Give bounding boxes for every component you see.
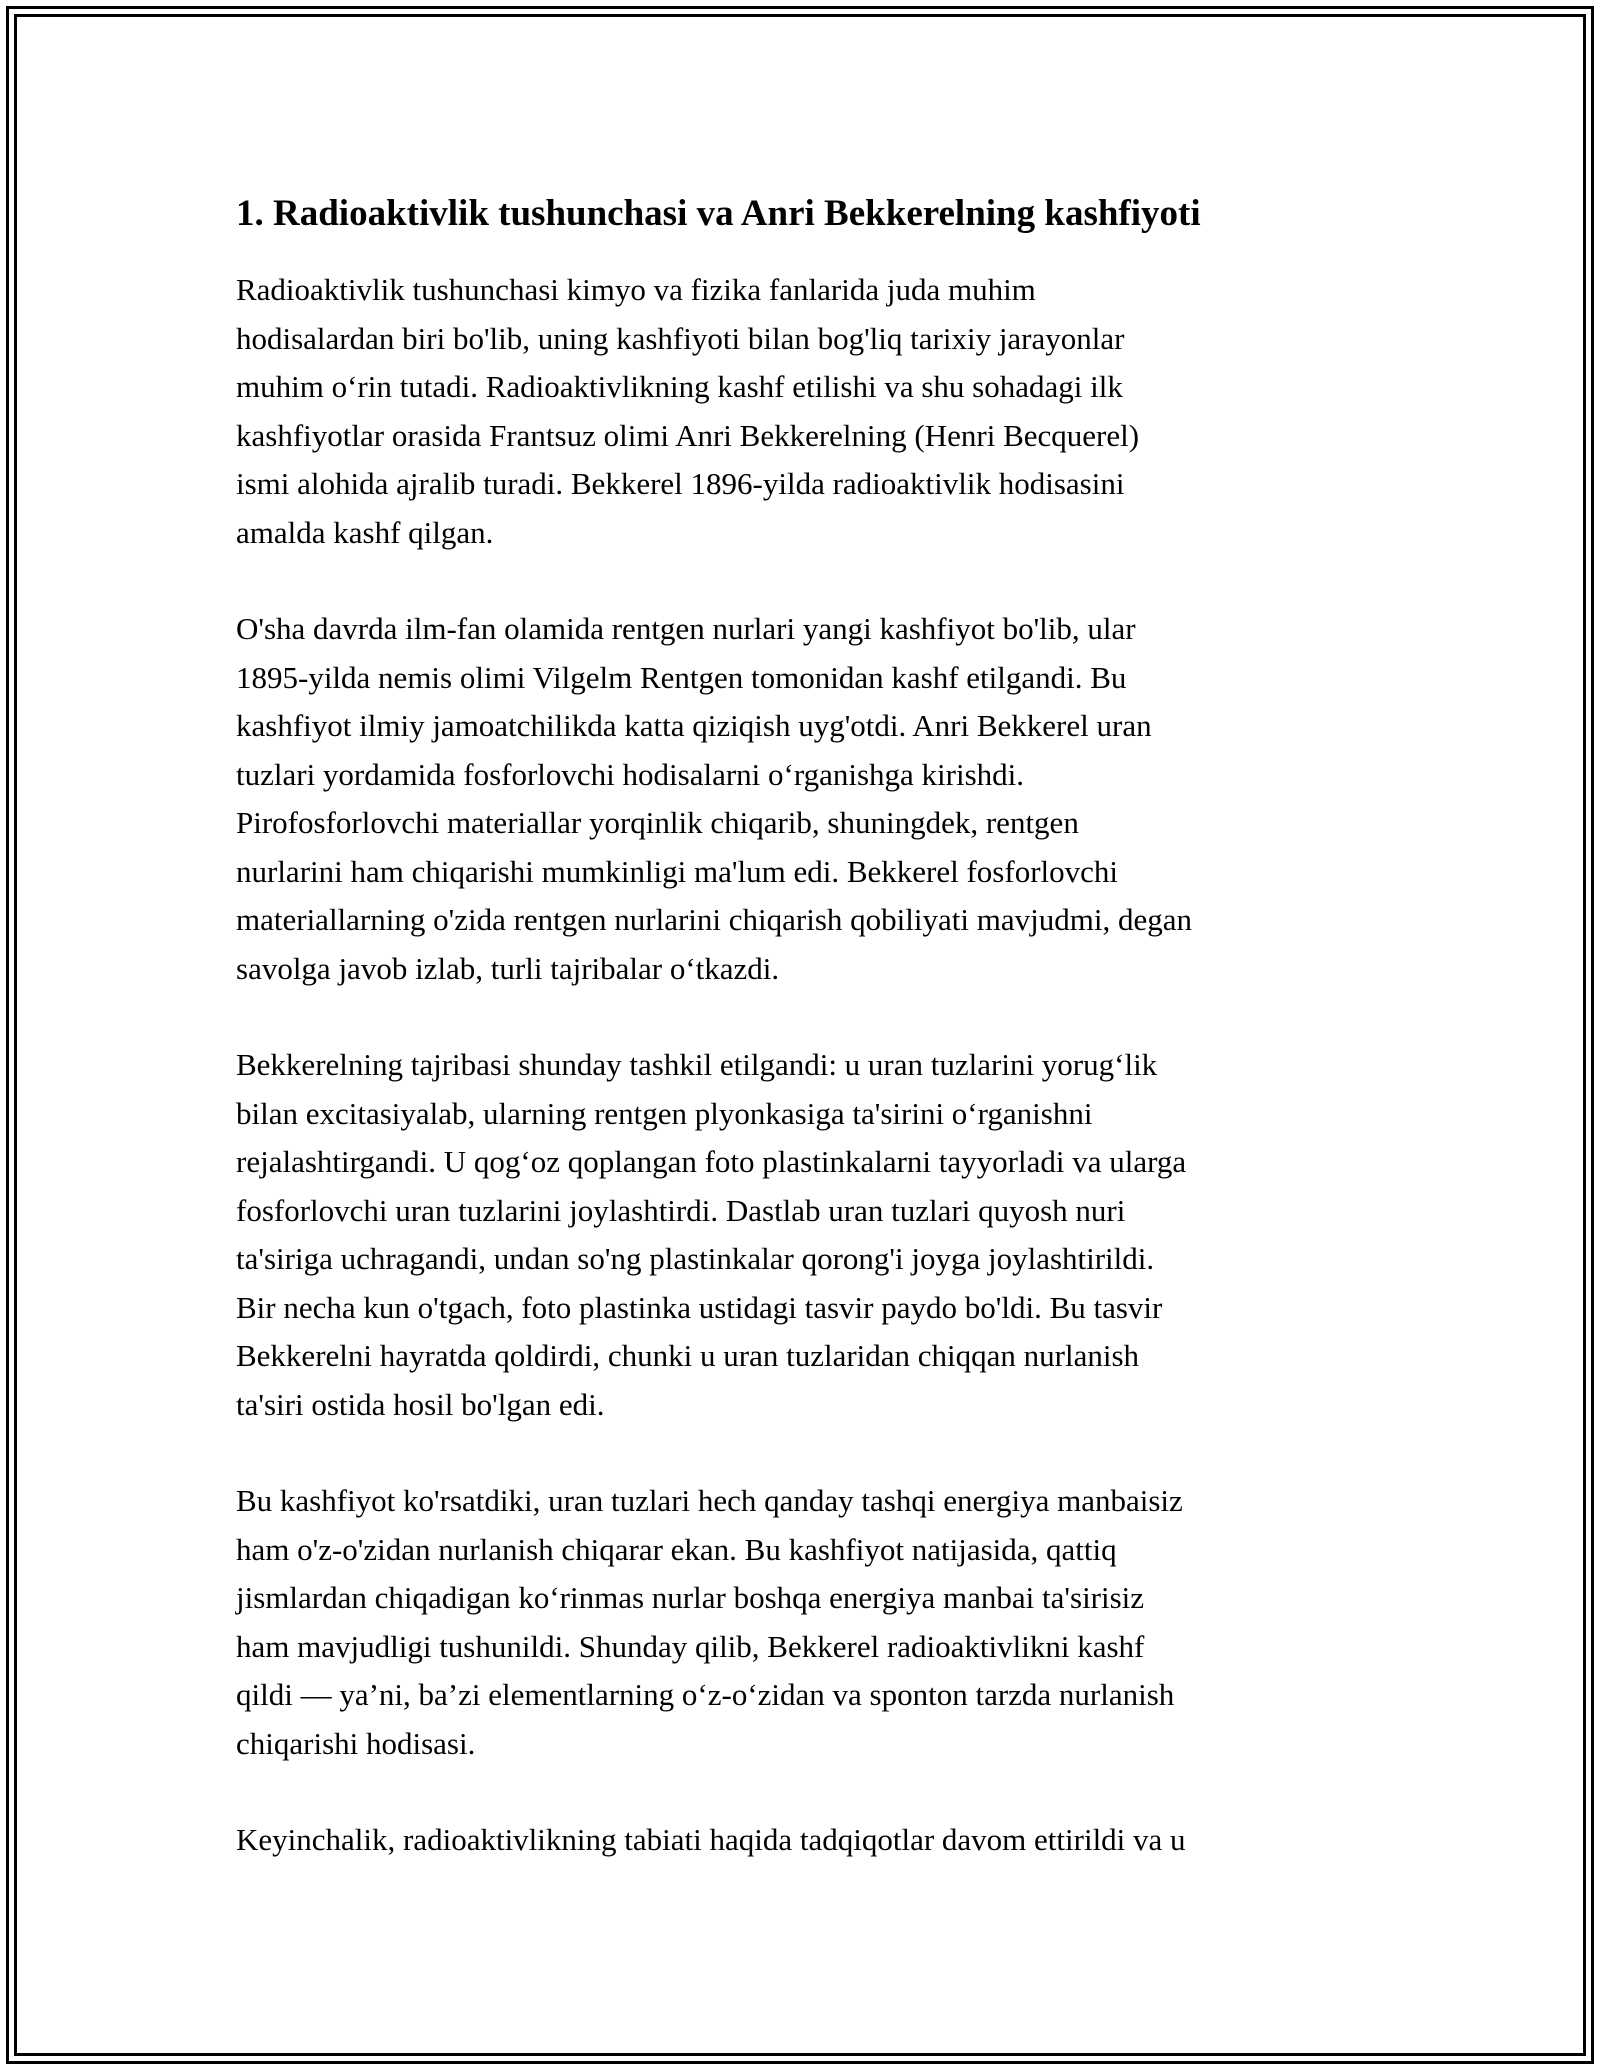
text-line: qildi — ya’ni, ba’zi elementlarning o‘z-o‘zidan va sponton tarzda nurlanish <box>236 1677 1175 1712</box>
text-line: kashfiyotlar orasida Frantsuz olimi Anri Bekkerelning (Henri Becquerel) <box>236 417 1140 453</box>
text-line: Bekkerelni hayratda qoldirdi, chunki u uran tuzlaridan chiqqan nurlanish <box>236 1338 1140 1373</box>
text-line: Keyinchalik, radioaktivlikning tabiati haqida tadqiqotlar davom ettirildi va u <box>236 1822 1186 1857</box>
text-line: materiallarning o'zida rentgen nurlarini chiqarish qobiliyati mavjudmi, degan <box>236 902 1192 937</box>
text-line: hodisalardan biri bo'lib, uning kashfiyoti bilan bog'liq tarixiy jarayonlar <box>236 320 1125 356</box>
text-line: Radioaktivlik tushunchasi kimyo va fizika fanlarida juda muhim <box>236 272 1036 307</box>
text-line: ta'siriga uchragandi, undan so'ng plastinkalar qorong'i joyga joylashtirildi. <box>236 1241 1155 1276</box>
text-line: chiqarishi hodisasi. <box>236 1725 476 1761</box>
text-line: muhim o‘rin tutadi. Radioaktivlikning kashf etilishi va shu sohadagi ilk <box>236 369 1123 404</box>
text-line: Bir necha kun o'tgach, foto plastinka ustidagi tasvir paydo bo'ldi. Bu tasvir <box>236 1289 1163 1325</box>
text-line: rejalashtirgandi. U qog‘oz qoplangan foto plastinkalarni tayyorladi va ularga <box>236 1144 1187 1179</box>
text-line: fosforlovchi uran tuzlarini joylashtirdi. Dastlab uran tuzlari quyosh nuri <box>236 1192 1126 1228</box>
paragraph-2 <box>236 605 1376 993</box>
text-line: bilan excitasiyalab, ularning rentgen plyonkasiga ta'sirini o‘rganishni <box>236 1095 1093 1131</box>
text-line: O'sha davrda ilm-fan olamida rentgen nurlari yangi kashfiyot bo'lib, ular <box>236 611 1136 646</box>
text-line: ham o'z-o'zidan nurlanish chiqarar ekan. Bu kashfiyot natijasida, qattiq <box>236 1531 1117 1567</box>
paragraph-5 <box>236 1816 1376 1865</box>
text-line: nurlarini ham chiqarishi mumkinligi ma'lum edi. Bekkerel fosforlovchi <box>236 853 1119 889</box>
paragraph-3 <box>236 1041 1376 1429</box>
paragraph-1 <box>236 266 1376 557</box>
text-line: ismi alohida ajralib turadi. Bekkerel 1896-yilda radioaktivlik hodisasini <box>236 466 1125 501</box>
text-line: ta'siri ostida hosil bo'lgan edi. <box>236 1386 605 1422</box>
section-title: 1. Radioaktivlik tushunchasi va Anri Bekkerelning kashfiyoti <box>236 193 1201 234</box>
text-line: tuzlari yordamida fosforlovchi hodisalarni o‘rganishga kirishdi. <box>236 756 1025 792</box>
text-line: Bu kashfiyot ko'rsatdiki, uran tuzlari hech qanday tashqi energiya manbaisiz <box>236 1483 1183 1518</box>
text-line: Pirofosforlovchi materiallar yorqinlik chiqarib, shuningdek, rentgen <box>236 805 1079 840</box>
text-line: Bekkerelning tajribasi shunday tashkil etilgandi: u uran tuzlarini yorug‘lik <box>236 1047 1158 1082</box>
text-line: amalda kashf qilgan. <box>236 514 494 550</box>
text-line: ham mavjudligi tushunildi. Shunday qilib, Bekkerel radioaktivlikni kashf <box>236 1628 1145 1664</box>
paragraph-4 <box>236 1477 1376 1768</box>
text-line: kashfiyot ilmiy jamoatchilikda katta qiziqish uyg'otdi. Anri Bekkerel uran <box>236 708 1152 743</box>
text-line: 1895-yilda nemis olimi Vilgelm Rentgen tomonidan kashf etilgandi. Bu <box>236 659 1127 695</box>
document-body <box>236 186 1376 1913</box>
text-line: savolga javob izlab, turli tajribalar o‘tkazdi. <box>236 950 780 986</box>
text-line: jismlardan chiqadigan ko‘rinmas nurlar boshqa energiya manbai ta'sirisiz <box>236 1580 1145 1615</box>
